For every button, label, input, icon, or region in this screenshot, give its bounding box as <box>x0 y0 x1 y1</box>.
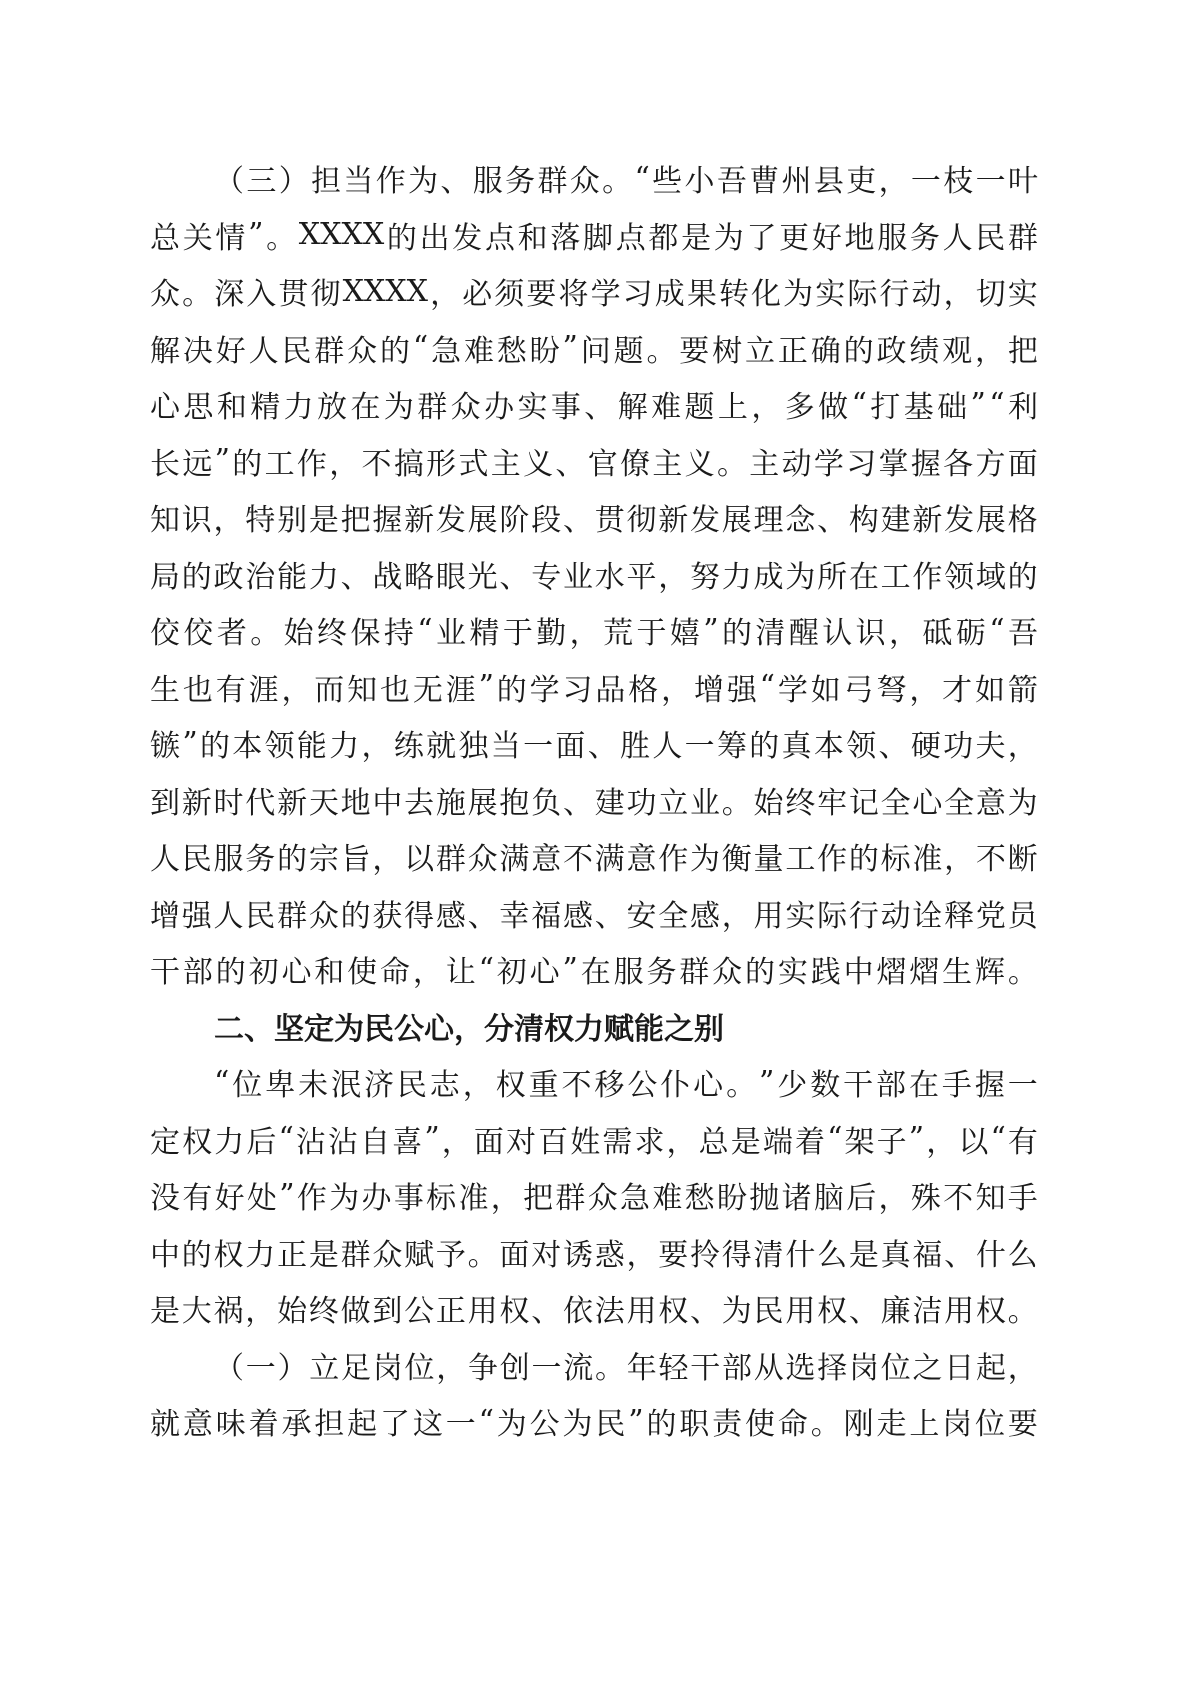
text-line: 干 部 的 初 心 和 使 命 ， 让 “ 初 心 ” 在 服 务 群 众 的 实 践 中 熠 熠 生 辉 。 <box>150 951 1038 991</box>
section-heading: 二 、 坚 定 为 民 公 心 ， 分 清 权 力 赋 能 之 别 <box>214 1011 724 1047</box>
text-line: 总 关 情 ” 。 XXXX 的 出 发 点 和 落 脚 点 都 是 为 了 更 好 地 服 务 人 民 群 <box>150 217 1038 256</box>
text-line: 知 识 ， 特 别 是 把 握 新 发 展 阶 段 、 贯 彻 新 发 展 理 念 、 构 建 新 发 展 格 <box>150 503 1038 539</box>
text-line: “ 位 卑 未 泯 济 民 志 ， 权 重 不 移 公 仆 心 。 ” 少 数 干 部 在 手 握 一 <box>214 1064 1038 1104</box>
text-line: 人 民 服 务 的 宗 旨 ， 以 群 众 满 意 不 满 意 作 为 衡 量 工 作 的 标 准 ， 不 断 <box>150 842 1038 878</box>
text-line: 生 也 有 涯 ， 而 知 也 无 涯 ” 的 学 习 品 格 ， 增 强 “ 学 如 弓 弩 ， 才 如 箭 <box>150 669 1038 708</box>
text-line: 镞 ” 的 本 领 能 力 ， 练 就 独 当 一 面 、 胜 人 一 筹 的 真 本 领 、 硬 功 夫 ， <box>150 725 1038 765</box>
text-line: 众 。 深 入 贯 彻 XXXX ， 必 须 要 将 学 习 成 果 转 化 为 实 际 行 动 ， 切 实 <box>150 273 1038 313</box>
text-line: 局 的 政 治 能 力 、 战 略 眼 光 、 专 业 水 平 ， 努 力 成 为 所 在 工 作 领 域 的 <box>150 559 1038 595</box>
text-line: 到 新 时 代 新 天 地 中 去 施 展 抱 负 、 建 功 立 业 。 始 终 牢 记 全 心 全 意 为 <box>150 785 1038 821</box>
document-body <box>150 150 1038 1450</box>
text-line: 定 权 力 后 “ 沾 沾 自 喜 ” ， 面 对 百 姓 需 求 ， 总 是 端 着 “ 架 子 ” ， 以 “ 有 <box>150 1121 1038 1160</box>
text-line: 是 大 祸 ， 始 终 做 到 公 正 用 权 、 依 法 用 权 、 为 民 用 权 、 廉 洁 用 权 。 <box>150 1294 1038 1330</box>
text-line: （ 三 ） 担 当 作 为 、 服 务 群 众 。 “ 些 小 吾 曹 州 县 吏 ， 一 枝 一 叶 <box>214 160 1038 200</box>
text-line: 增 强 人 民 群 众 的 获 得 感 、 幸 福 感 、 安 全 感 ， 用 实 际 行 动 诠 释 党 员 <box>150 898 1038 934</box>
text-line: （ 一 ） 立 足 岗 位 ， 争 创 一 流 。 年 轻 干 部 从 选 择 岗 位 之 日 起 ， <box>214 1350 1038 1386</box>
text-line: 没 有 好 处 ” 作 为 办 事 标 准 ， 把 群 众 急 难 愁 盼 抛 诸 脑 后 ， 殊 不 知 手 <box>150 1177 1038 1217</box>
text-line: 佼 佼 者 。 始 终 保 持 “ 业 精 于 勤 ， 荒 于 嬉 ” 的 清 醒 认 识 ， 砥 砺 “ 吾 <box>150 612 1038 652</box>
text-line: 长 远 ” 的 工 作 ， 不 搞 形 式 主 义 、 官 僚 主 义 。 主 动 学 习 掌 握 各 方 面 <box>150 443 1038 482</box>
text-line: 解 决 好 人 民 群 众 的 “ 急 难 愁 盼 ” 问 题 。 要 树 立 正 确 的 政 绩 观 ， 把 <box>150 330 1038 369</box>
text-line: 中 的 权 力 正 是 群 众 赋 予 。 面 对 诱 惑 ， 要 拎 得 清 什 么 是 真 福 、 什 么 <box>150 1237 1038 1273</box>
text-line: 就 意 味 着 承 担 起 了 这 一 “ 为 公 为 民 ” 的 职 责 使 命 。 刚 走 上 岗 位 要 <box>150 1403 1038 1443</box>
text-line: 心 思 和 精 力 放 在 为 群 众 办 实 事 、 解 难 题 上 ， 多 做 “ 打 基 础 ” “ 利 <box>150 386 1038 426</box>
